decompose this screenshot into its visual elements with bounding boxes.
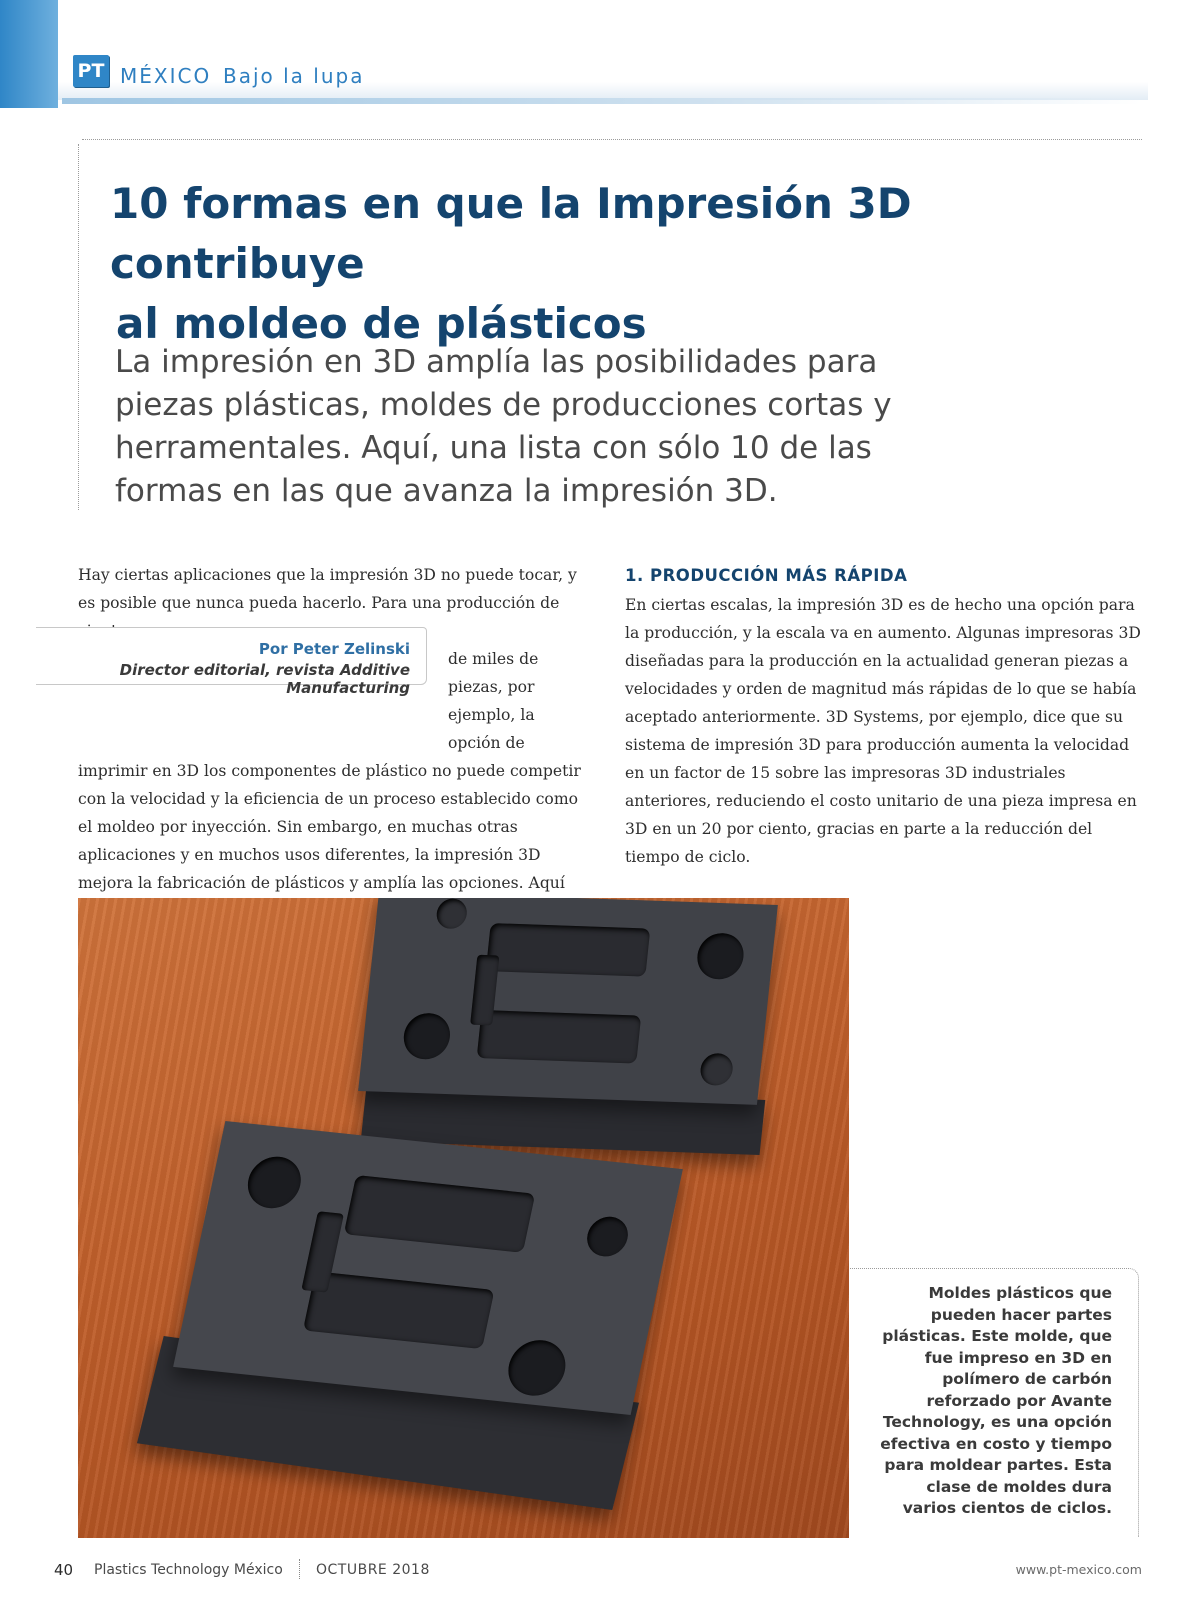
issue-date: OCTUBRE 2018 — [316, 1562, 430, 1578]
article-deck: La impresión en 3D amplía las posibilidades para piezas plásticas, moldes de producciones cortas y herramentales. Aquí, una lista con sólo 10 de las formas en las que avanza la impresión 3D. — [115, 344, 892, 509]
section-1-body: En ciertas escalas, la impresión 3D es de hecho una opción para la producción, y la escala va en aumento. Algunas impresoras 3D diseñadas para la producción en la actualidad generan piezas a velocidades y orden de magnitud más rápidas de lo que se había aceptado anteriormente. 3D Systems, por ejemplo, dice que su sistema de impresión 3D para producción aumenta la velocidad en un factor de 15 sobre las impresoras 3D industriales anteriores, reduciendo el costo unitario de una pieza impresa en 3D en un 20 por ciento, gracias en parte a la reducción del tiempo de ciclo. — [625, 596, 1141, 866]
section-1-heading: 1. PRODUCCIÓN MÁS RÁPIDA — [625, 566, 908, 585]
mold-pin — [699, 1053, 734, 1086]
mold-hole — [503, 1337, 570, 1398]
mold-pin — [435, 898, 468, 929]
header-band — [58, 0, 1148, 100]
footer-separator — [299, 1559, 300, 1579]
publication-name: Plastics Technology México — [94, 1562, 283, 1578]
section-sublabel: Bajo la lupa — [223, 64, 365, 88]
frame-top-rule — [82, 139, 1142, 140]
byline-role: Director editorial, revista Additive Manufacturing — [119, 661, 410, 697]
mold-hole — [243, 1154, 306, 1211]
mold-cavity — [303, 1271, 495, 1349]
frame-left-rule — [78, 144, 79, 510]
mold-photo — [78, 898, 849, 1538]
header-side-tab — [0, 0, 58, 108]
title-line-2: al moldeo de plásticos — [116, 299, 647, 348]
mold-hole — [402, 1012, 453, 1060]
mold-hole — [583, 1215, 631, 1259]
intro-rest: de miles de piezas, por ejemplo, la opción de imprimir en 3D los componentes de plástico no puede competir con la velocidad y la eficiencia de un proceso establecido como el moldeo por inyección. Sin embargo, en muchas otras aplicaciones y en muchos usos diferentes, la impresión 3D mejora la fabricación de plásticos y amplía las opciones. Aquí — [78, 650, 581, 892]
intro-column — [78, 561, 588, 953]
pt-logo: PT — [73, 55, 109, 87]
website-url: www.pt-mexico.com — [1015, 1562, 1142, 1577]
page-number: 40 — [54, 1561, 74, 1579]
article-title — [110, 174, 1110, 354]
intro-lead: Hay ciertas aplicaciones que la impresión 3D no puede tocar, y es posible que nunca pueda hacerlo. Para una producción de — [78, 566, 577, 612]
mold-top-half — [358, 898, 778, 1105]
mold-bottom-half — [173, 1121, 683, 1415]
mold-cavity — [477, 1010, 642, 1064]
section-label: MÉXICO — [120, 64, 212, 88]
mold-cavity — [486, 923, 651, 977]
mold-hole — [695, 932, 746, 980]
byline-name: Por Peter Zelinski — [258, 640, 410, 658]
photo-caption: Moldes plásticos que pueden hacer partes plásticas. Este molde, que fue impreso en 3D en polímero de carbón reforzado por Avante Technology, es una opción efectiva en costo y tiempo para moldear partes. Esta clase de moldes dura varios cientos de ciclos. — [880, 1284, 1112, 1517]
section-1-column — [625, 561, 1147, 871]
header-rule — [62, 98, 1142, 104]
title-line-1: 10 formas en que la Impresión 3D contribuye — [110, 179, 912, 288]
mold-cavity — [344, 1175, 536, 1253]
